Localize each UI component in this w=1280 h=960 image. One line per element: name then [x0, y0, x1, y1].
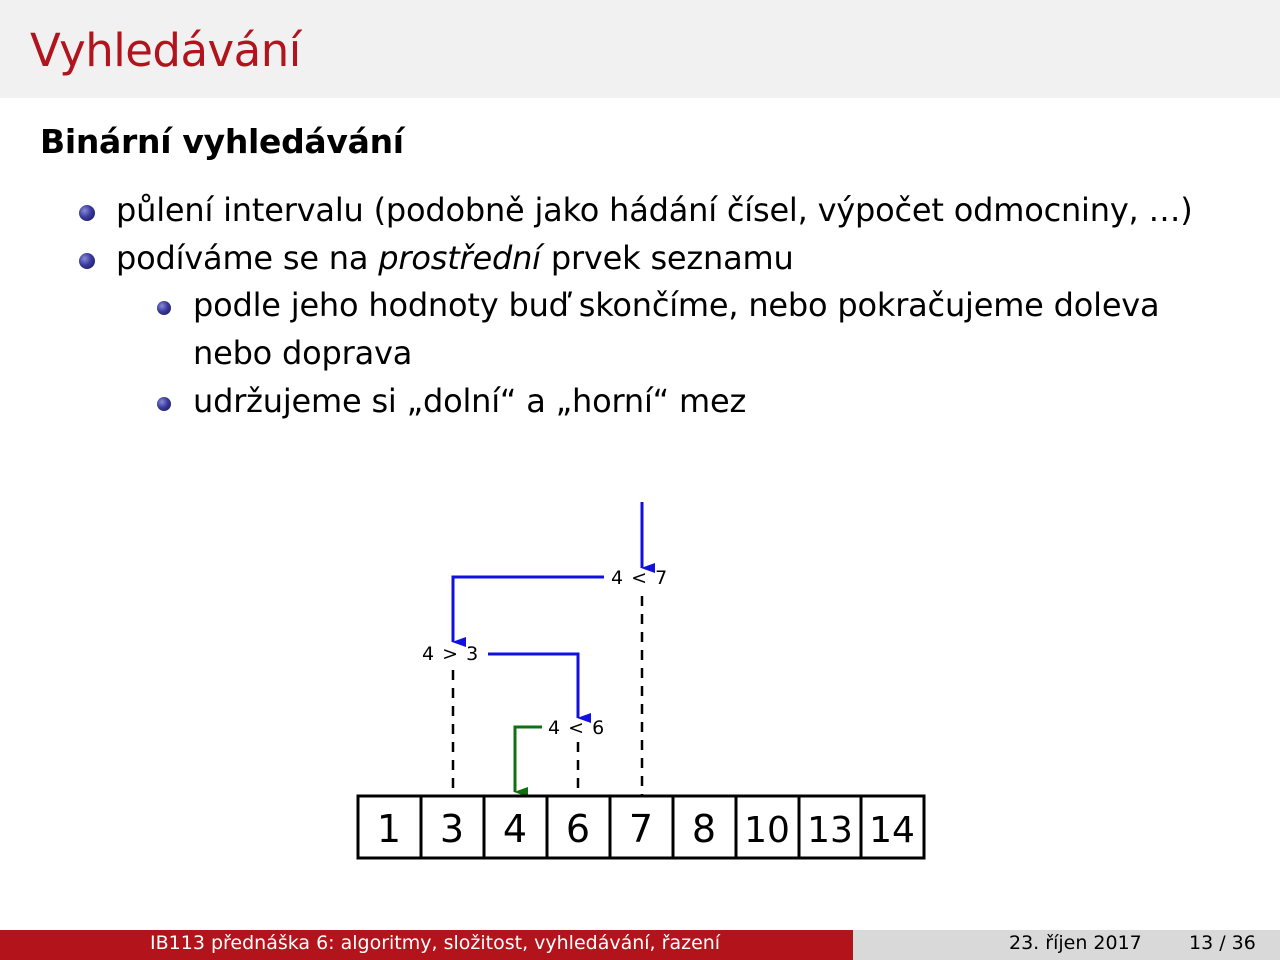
array-cell-value: 7	[628, 807, 654, 851]
arrow-to-6	[488, 654, 578, 718]
comparison-label-4-gt-3: 4 > 3	[422, 643, 480, 665]
arrow-to-3	[453, 577, 604, 642]
array-cell-value: 3	[439, 807, 465, 851]
bullet-item-2-emphasis: prostřední	[378, 239, 541, 277]
array-cell-value: 14	[869, 810, 915, 851]
sub-bullet-item-1-line-2: nebo doprava	[193, 334, 413, 372]
array-cell-value: 13	[807, 810, 853, 851]
array-cell-value: 4	[502, 807, 528, 851]
bullet-item-2-pre: podíváme se na	[116, 239, 379, 277]
comparison-label-4-lt-6: 4 < 6	[548, 717, 606, 739]
sub-bullet-item-1-line-1: podle jeho hodnoty buď skončíme, nebo pokračujeme doleva	[193, 286, 1160, 324]
frame-title: Vyhledávání	[30, 24, 301, 77]
footer-date: 23. říjen 2017	[1009, 932, 1142, 954]
array-cell-value: 1	[376, 807, 402, 851]
bullet-item-1: půlení intervalu (podobně jako hádání čísel, výpočet odmocniny, …)	[116, 191, 1193, 229]
footer-page-number: 13 / 36	[1189, 932, 1256, 954]
bullet-item-2-post: prvek seznamu	[540, 239, 794, 277]
block-title: Binární vyhledávání	[40, 122, 404, 161]
array-cell-value: 10	[744, 810, 790, 851]
comparison-label-4-lt-7: 4 < 7	[611, 567, 669, 589]
sub-bullet-item-2: udržujeme si „dolní“ a „horní“ mez	[193, 382, 747, 420]
array-cell-value: 6	[565, 807, 591, 851]
array-cell-value: 8	[691, 807, 717, 851]
arrow-to-4-found	[515, 727, 542, 792]
footer-course-title: IB113 přednáška 6: algoritmy, složitost, vyhledávání, řazení	[150, 932, 721, 954]
